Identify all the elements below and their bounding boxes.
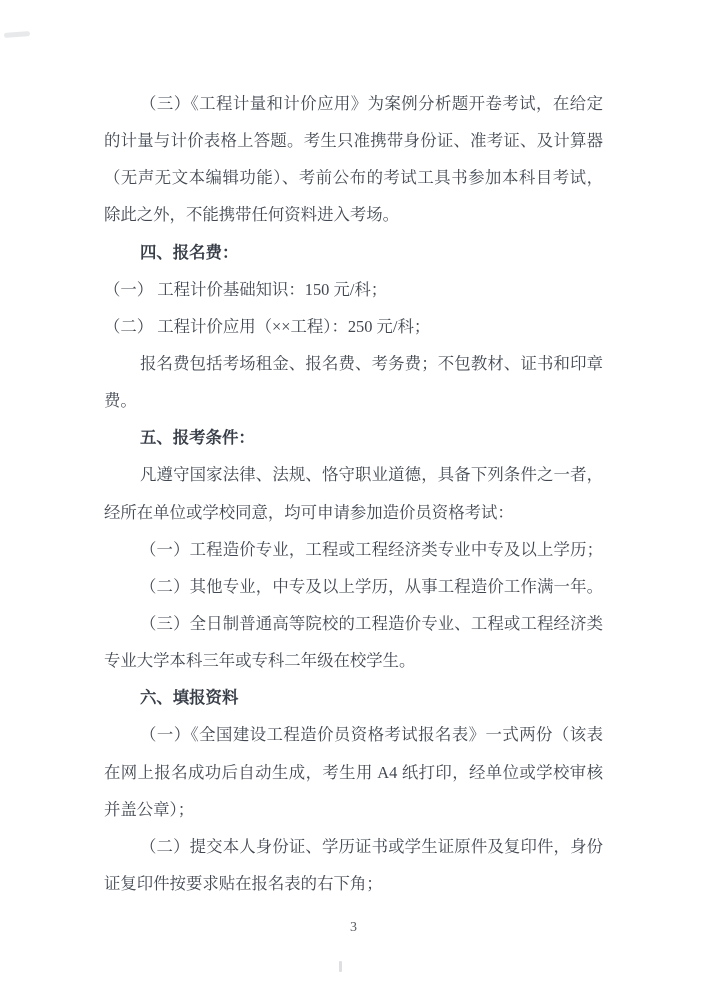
page-number: 3 [350,920,357,935]
text-line: （三）《工程计量和计价应用》为案例分析题开卷考试，在给定 [140,94,603,113]
document-body [104,85,603,902]
text-line: 专业大学本科三年或专科二年级在校学生。 [104,651,416,671]
text-line: （一） 工程计价基础知识：150 元/科； [104,279,388,299]
text-line: 在网上报名成功后自动生成，考生用 A4 纸打印，经单位或学校审核 [104,762,603,782]
text-line: 费。 [104,391,137,411]
text-line: 经所在单位或学校同意，均可申请参加造价员资格考试： [104,502,514,522]
scan-speck-artifact [339,961,342,972]
text-line: 凡遵守国家法律、法规、恪守职业道德，具备下列条件之一者， [140,465,603,485]
text-line: （二）其他专业，中专及以上学历，从事工程造价工作满一年。 [140,576,603,596]
text-line: （一）《全国建设工程造价员资格考试报名表》一式两份（该表 [140,725,603,745]
text-line: 除此之外，不能携带任何资料进入考场。 [104,205,400,225]
text-line: （二） 工程计价应用（××工程）：250 元/科； [104,316,431,336]
text-line: 证复印件按要求贴在报名表的右下角； [104,873,383,893]
text-line: 的计量与计价表格上答题。考生只准携带身份证、准考证、及计算器 [104,131,603,151]
text-line: 报名费包括考场租金、报名费、考务费；不包教材、证书和印章 [140,353,603,373]
section-heading: 四、报名费： [140,242,239,262]
text-line: 并盖公章）； [104,799,195,819]
text-line: （三）全日制普通高等院校的工程造价专业、工程或工程经济类 [140,613,603,633]
scan-smudge-artifact [4,31,30,38]
text-line: （二）提交本人身份证、学历证书或学生证原件及复印件，身份 [140,836,603,856]
text-line: （一）工程造价专业，工程或工程经济类专业中专及以上学历； [140,539,603,559]
section-heading: 五、报考条件： [140,428,255,448]
section-heading: 六、填报资料 [140,688,239,708]
text-line: （无声无文本编辑功能）、考前公布的考试工具书参加本科目考试， [104,168,603,188]
